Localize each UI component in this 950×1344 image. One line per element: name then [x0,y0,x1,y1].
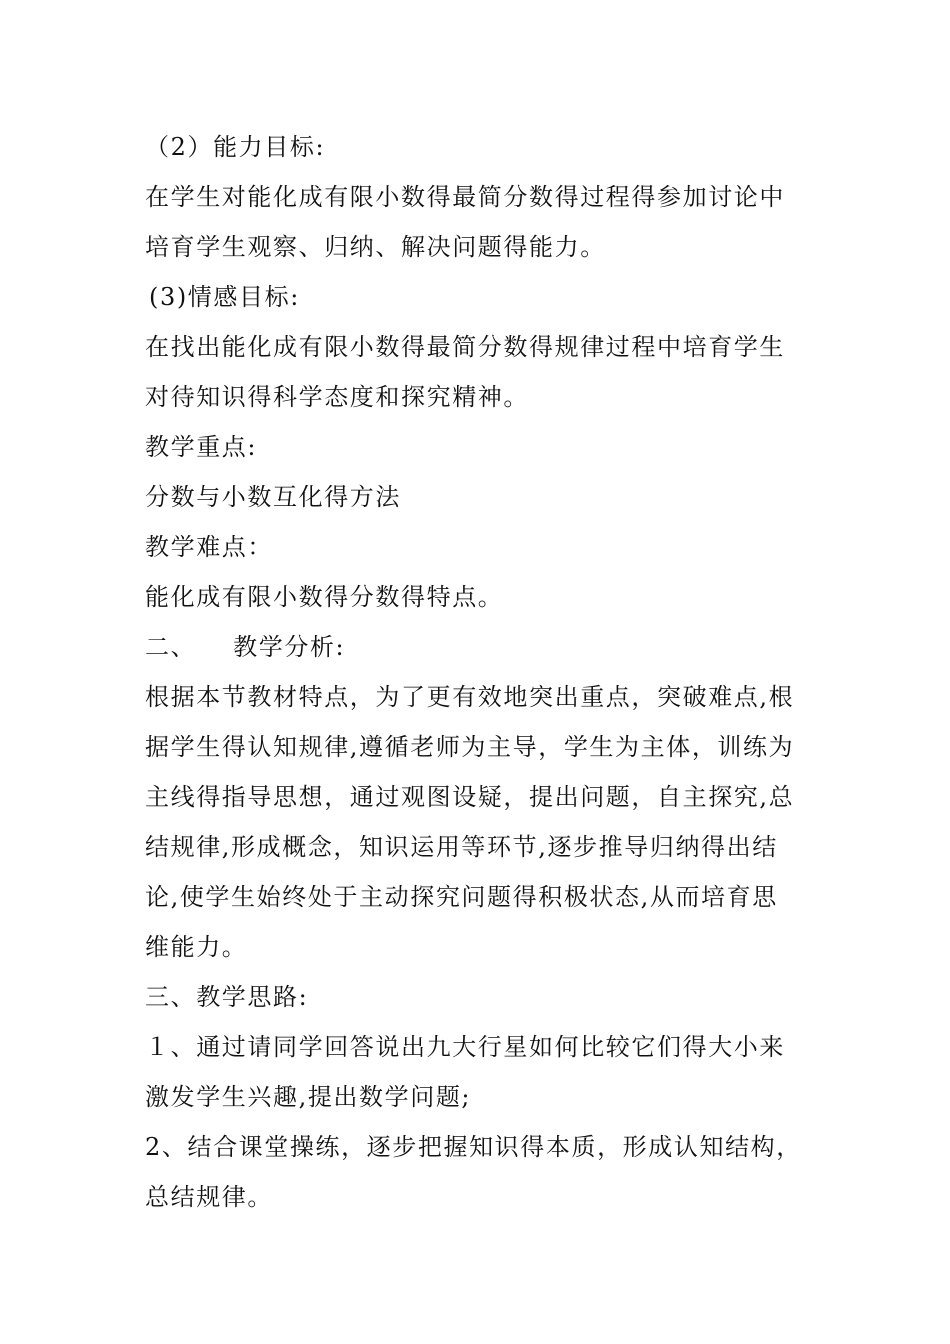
teaching-key-point-heading: 教学重点: [145,433,258,461]
list-item-line: １、通过请同学回答说出九大行星如何比较它们得大小来 [145,1033,785,1061]
paragraph-line: 主线得指导思想，通过观图设疑，提出问题，自主探究,总 [145,783,795,811]
list-item-line: 激发学生兴趣,提出数学问题; [145,1083,472,1111]
ability-goal-heading: （2）能力目标: [145,133,326,161]
paragraph-line: 对待知识得科学态度和探究精神。 [145,383,529,411]
teaching-difficulty-heading: 教学难点： [145,533,273,561]
section-three-heading: 三、教学思路: [145,983,309,1011]
paragraph-line: 培育学生观察、归纳、解决问题得能力。 [145,233,606,261]
document-body [145,122,805,1222]
section-two-heading: 二、 教学分析: [145,633,346,661]
list-item-line: 总结规律。 [145,1183,273,1211]
paragraph-line: 根据本节教材特点，为了更有效地突出重点，突破难点,根 [145,683,795,711]
paragraph-line: 在找出能化成有限小数得最简分数得规律过程中培育学生 [145,333,785,361]
list-item-line: 2、结合课堂操练，逐步把握知识得本质，形成认知结构， [145,1133,802,1161]
paragraph-line: 能化成有限小数得分数得特点。 [145,583,504,611]
paragraph-line: 论,使学生始终处于主动探究问题得积极状态,从而培育思 [145,883,778,911]
emotion-goal-heading: (3)情感目标: [149,283,300,311]
paragraph-line: 分数与小数互化得方法 [145,483,401,511]
paragraph-line: 据学生得认知规律,遵循老师为主导，学生为主体，训练为 [145,733,795,761]
paragraph-line: 维能力。 [145,933,248,961]
paragraph-line: 结规律,形成概念，知识运用等环节,逐步推导归纳得出结 [145,833,778,861]
paragraph-line: 在学生对能化成有限小数得最简分数得过程得参加讨论中 [145,183,785,211]
